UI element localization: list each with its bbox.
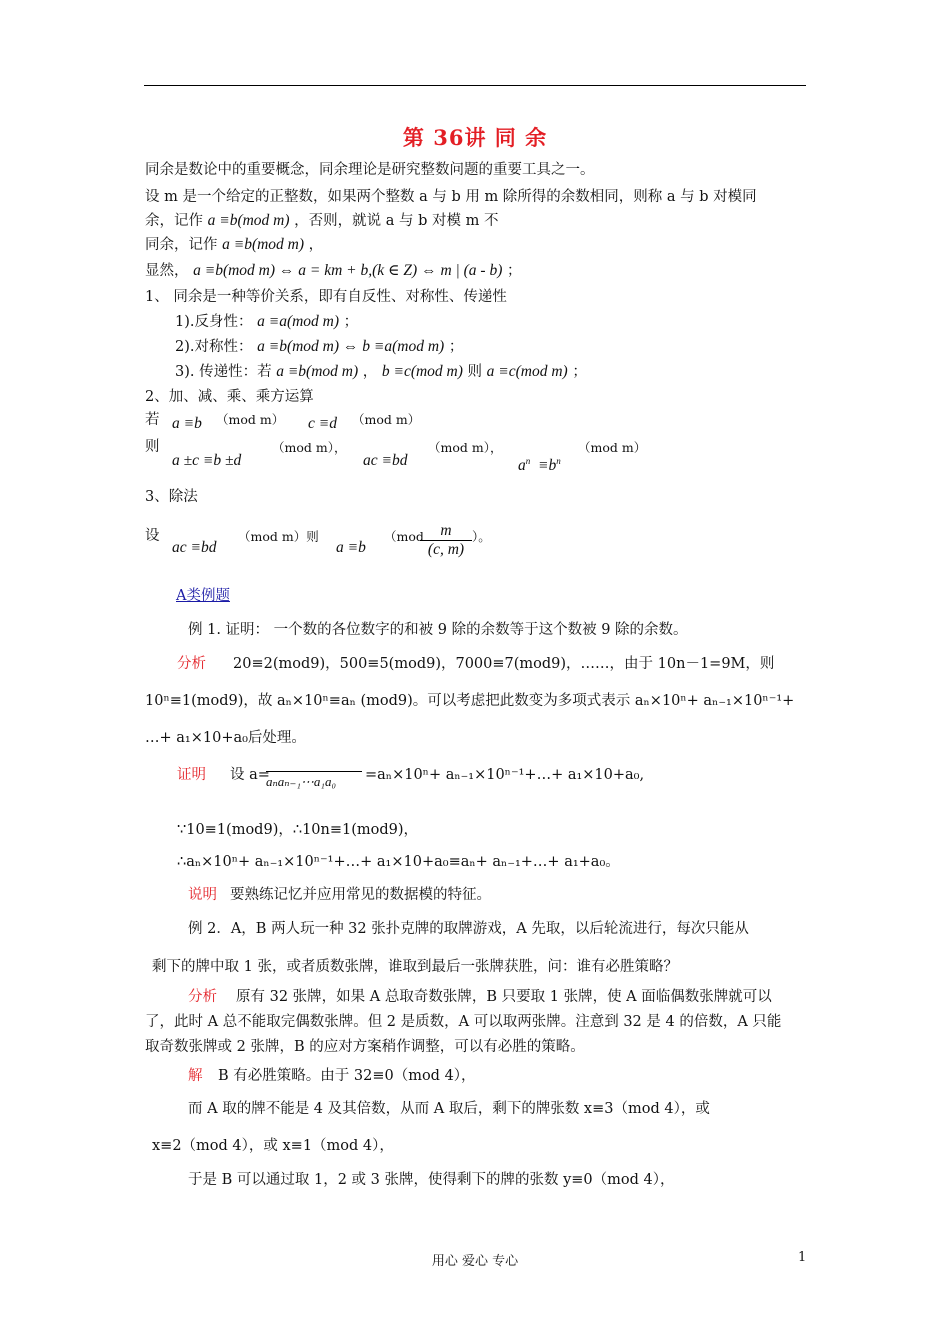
math-formula: a ≡b (336, 539, 366, 556)
word-then: 则 (467, 364, 483, 380)
fraction-numerator: m (420, 522, 472, 541)
fraction-denominator: (c, m) (427, 541, 465, 558)
intro-text: 余，记作 (145, 213, 203, 229)
intro-text: ； (507, 263, 522, 279)
analysis-line-3: …+ a₁×10+a₀后处理。 (145, 730, 306, 746)
punct: ； (343, 314, 359, 330)
note-text: 要熟练记忆并应用常见的数据模的特征。 (230, 887, 491, 903)
page-footer: 用心 爱心 专心 (431, 1254, 519, 1269)
analysis-line-2: 10ⁿ≡1(mod9)，故 aₙ×10ⁿ≡aₙ (mod9)。可以考虑把此数变为多项式表示 aₙ×10ⁿ+ aₙ₋₁×10ⁿ⁻¹+ (145, 693, 795, 709)
punct: ； (448, 339, 464, 355)
property-label: 2).对称性： (175, 339, 253, 355)
mod-note: （mod m） (352, 412, 421, 427)
math-var: ≡b (538, 457, 557, 475)
punct: ， (362, 364, 378, 380)
math-formula: c ≡d (308, 415, 337, 432)
math-exp: n (556, 456, 561, 466)
intro-text: ，否则，就说 a 与 b 对模 m 不 (294, 213, 499, 229)
proof-line-2: ∴aₙ×10ⁿ+ aₙ₋₁×10ⁿ⁻¹+…+ a₁×10+a₀≡aₙ+ aₙ₋₁+…+ a₁+a₀。 (177, 854, 620, 870)
math-formula: a ≡b(mod m) (276, 363, 359, 380)
math-formula: a ±c ≡b ±d (172, 452, 242, 469)
math-formula: b ≡c(mod m) (381, 363, 463, 380)
mod-note: （mod (384, 529, 424, 544)
header-rule (144, 85, 806, 86)
math-fraction (420, 522, 472, 559)
intro-line-3 (145, 211, 498, 231)
math-congruence: a ≡b(mod m) (222, 236, 305, 253)
section-3-heading: 3、除法 (145, 489, 198, 505)
math-formula: a ≡b(mod m) ⇔ b ≡a(mod m) (257, 338, 445, 355)
analysis-line-3: 取奇数张牌或 2 张牌，B 的应对方案稍作调整，可以有必胜的策略。 (145, 1039, 585, 1055)
property-transitive (175, 362, 587, 382)
example-2-heading-2: 剩下的牌中取 1 张，或者质数张牌，谁取到最后一张牌获胜，问：谁有必胜策略？ (152, 959, 678, 975)
property-symmetric (175, 337, 463, 357)
intro-line-1: 同余是数论中的重要概念，同余理论是研究整数问题的重要工具之一。 (145, 162, 595, 178)
property-label: 1).反身性： (175, 314, 253, 330)
word-then: 则 (145, 439, 160, 455)
mod-note: （mod m） (578, 440, 647, 455)
math-var: a (518, 457, 526, 475)
section-2-heading: 2、加、减、乘、乘方运算 (145, 389, 314, 405)
section-a-link[interactable]: A类例题 (176, 588, 230, 604)
proof-let: 设 a= (230, 767, 270, 783)
intro-text: ， (308, 237, 324, 253)
overlined-number: aₙaₙ₋₁⋯a₁a₀ (266, 771, 362, 790)
page-title: 第 36讲 同 余 (402, 125, 548, 150)
proof-expansion: =aₙ×10ⁿ+ aₙ₋₁×10ⁿ⁻¹+…+ a₁×10+a₀, (365, 767, 645, 783)
intro-line-2: 设 m 是一个给定的正整数，如果两个整数 a 与 b 用 m 除所得的余数相同，则称 a 与 b 对模同 (145, 189, 757, 205)
word-let: 设 (145, 528, 160, 544)
example-1-heading: 例 1. 证明： 一个数的各位数字的和被 9 除的余数等于这个数被 9 除的余数。 (188, 622, 688, 638)
note-label: 说明 (188, 887, 217, 903)
page-number: 1 (798, 1250, 807, 1265)
proof-line-1: ∵10≡1(mod9)，∴10n≡1(mod9)， (177, 822, 419, 838)
math-equivalence: a ≡b(mod m) ⇔ a = km + b,(k ∈ Z) ⇔ m | (a - b) (193, 262, 503, 279)
analysis-label: 分析 (177, 656, 206, 672)
mod-note: （mod m）则 (238, 529, 319, 544)
section-1-heading: 1、 同余是一种等价关系，即有自反性、对称性、传递性 (145, 289, 507, 305)
math-formula: a ≡b (172, 415, 202, 432)
intro-text: 同余，记作 (145, 237, 218, 253)
intro-line-4 (145, 235, 323, 255)
solution-line-2: 而 A 取的牌不能是 4 及其倍数，从而 A 取后，剩下的牌张数 x≡3（mod 4），或 (188, 1101, 710, 1117)
solution-line-4: 于是 B 可以通过取 1，2 或 3 张牌，使得剩下的牌的张数 y≡0（mod 4）， (188, 1172, 675, 1188)
punct: ； (572, 364, 587, 380)
mod-note: （mod m）， (272, 440, 347, 455)
analysis-line-1: 20≡2(mod9)，500≡5(mod9)，7000≡7(mod9)，……，由于 10n－1=9M，则 (233, 656, 775, 672)
analysis-label: 分析 (188, 989, 217, 1005)
math-formula: ac ≡bd (172, 539, 217, 556)
math-formula: ac ≡bd (363, 452, 408, 469)
intro-text: 显然， (145, 263, 189, 279)
solution-label: 解 (188, 1068, 203, 1084)
mod-note: ）。 (472, 529, 491, 544)
property-reflexive (175, 312, 358, 332)
example-2-heading-1: 例 2．A，B 两人玩一种 32 张扑克牌的取牌游戏，A 先取，以后轮流进行，每次只能从 (188, 921, 749, 937)
math-power-congruence (518, 451, 561, 476)
math-exp: n (525, 456, 531, 466)
solution-line-3: x≡2（mod 4），或 x≡1（mod 4）， (152, 1138, 394, 1154)
intro-line-5 (145, 261, 522, 281)
math-formula: a ≡c(mod m) (486, 363, 568, 380)
analysis-line-1: 原有 32 张牌，如果 A 总取奇数张牌，B 只要取 1 张牌，使 A 面临偶数张牌就可以 (236, 989, 772, 1005)
mod-note: （mod m）， (428, 440, 503, 455)
word-if: 若 (145, 412, 160, 428)
math-formula: a ≡a(mod m) (257, 313, 340, 330)
proof-label: 证明 (177, 767, 206, 783)
mod-note: （mod m） (216, 412, 285, 427)
solution-line-1: B 有必胜策略。由于 32≡0（mod 4）， (218, 1068, 476, 1084)
analysis-line-2: 了，此时 A 总不能取完偶数张牌。但 2 是质数，A 可以取两张牌。注意到 32 是 4 的倍数，A 只能 (145, 1014, 782, 1030)
math-congruence: a ≡b(mod m) (207, 212, 290, 229)
property-label: 3). 传递性：若 (175, 364, 272, 380)
